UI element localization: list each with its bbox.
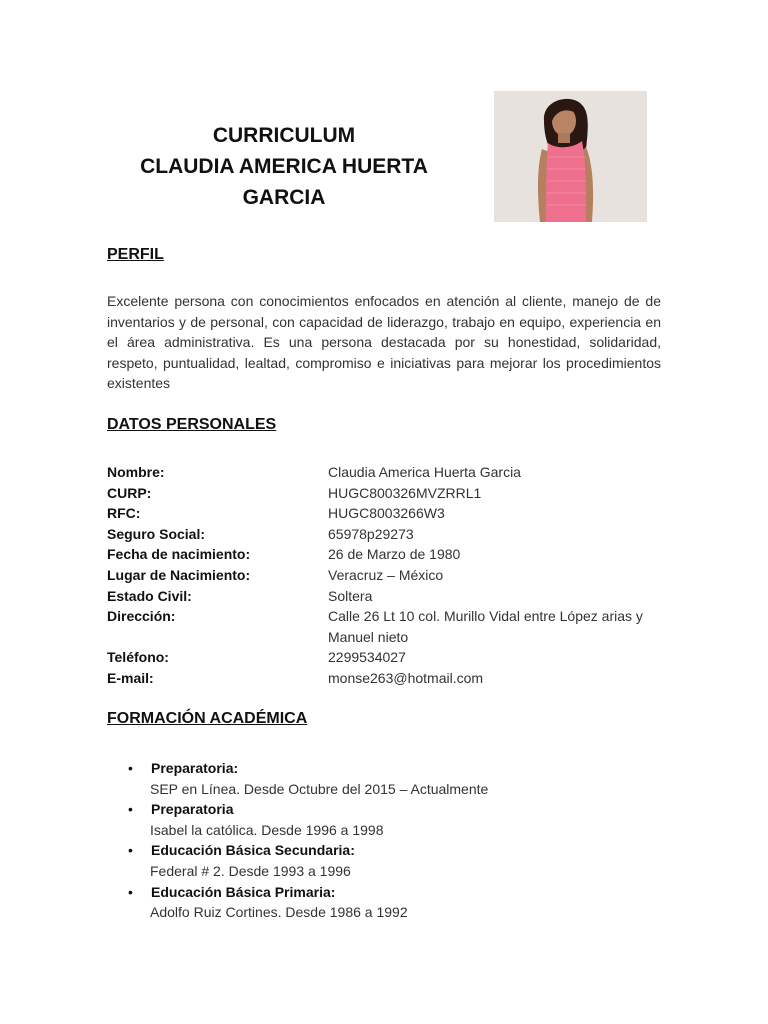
edu-title: Preparatoria: [151, 760, 239, 776]
datos-label: Dirección: [107, 608, 176, 625]
datos-label: E-mail: [107, 669, 154, 686]
datos-value: Calle 26 Lt 10 col. Murillo Vidal entre López arias y Manuel nieto [328, 608, 643, 645]
formacion-list [128, 758, 648, 923]
datos-personales-heading: DATOS PERSONALES [107, 416, 277, 433]
edu-title: Preparatoria [151, 801, 234, 818]
edu-detail: Isabel la católica. Desde 1996 a 1998 [150, 821, 384, 838]
datos-label: Teléfono: [107, 649, 169, 666]
candidate-name-line1: CLAUDIA AMERICA HUERTA [140, 155, 428, 178]
portrait-photo [494, 91, 647, 222]
document-title: CURRICULUM [212, 124, 356, 147]
datos-value: HUGC800326MVZRRL1 [328, 484, 482, 501]
email-value: monse263@hotmail.com [328, 669, 484, 686]
datos-label: Estado Civil: [107, 587, 192, 604]
bullet-icon: • [128, 842, 133, 859]
datos-label: Nombre: [107, 464, 165, 480]
datos-label: Seguro Social: [107, 525, 206, 542]
datos-row [107, 647, 667, 668]
datos-row [107, 524, 667, 545]
perfil-heading: PERFIL [107, 246, 164, 263]
datos-value: 65978p29273 [328, 525, 414, 542]
datos-row [107, 544, 667, 565]
datos-row [107, 483, 667, 504]
datos-value: HUGC8003266W3 [328, 505, 445, 522]
edu-title: Educación Básica Secundaria: [151, 842, 355, 859]
list-item [128, 840, 648, 881]
datos-row [107, 606, 667, 647]
candidate-name-line2: GARCIA [242, 186, 326, 209]
formacion-academica-heading: FORMACIÓN ACADÉMICA [107, 710, 308, 727]
edu-detail: Federal # 2. Desde 1993 a 1996 [150, 862, 351, 879]
datos-label: RFC: [107, 505, 141, 522]
bullet-icon: • [128, 760, 133, 776]
datos-row [107, 462, 667, 483]
edu-title: Educación Básica Primaria: [151, 883, 336, 900]
datos-label: Lugar de Nacimiento: [107, 566, 251, 583]
datos-row [107, 586, 667, 607]
datos-value: Veracruz – México [328, 566, 444, 583]
datos-row [107, 668, 667, 689]
datos-row [107, 565, 667, 586]
document-title-block [108, 120, 460, 213]
datos-value: Soltera [328, 587, 373, 604]
list-item [128, 758, 648, 799]
bullet-icon: • [128, 883, 133, 900]
edu-detail: SEP en Línea. Desde Octubre del 2015 – Actualmente [150, 780, 489, 797]
datos-label: Fecha de nacimiento: [107, 546, 251, 563]
list-item [128, 799, 648, 840]
datos-row [107, 503, 667, 524]
perfil-text: Excelente persona con conocimientos enfocados en atención al cliente, manejo de de inventarios y de personal, con capacidad de liderazgo, trabajo en equipo, experiencia en el área administrativa. Es una persona destacada por su honestidad, solidaridad, respeto, puntualidad, lealtad, compromiso e iniciativas para mejorar los procedimientos existentes [107, 293, 661, 391]
datos-label: CURP: [107, 484, 152, 501]
datos-value: Claudia America Huerta Garcia [328, 464, 521, 480]
list-item [128, 882, 648, 923]
edu-detail: Adolfo Ruiz Cortines. Desde 1986 a 1992 [150, 904, 408, 921]
datos-value: 26 de Marzo de 1980 [328, 546, 461, 563]
datos-value: 2299534027 [328, 649, 406, 666]
portrait-illustration [494, 91, 647, 222]
bullet-icon: • [128, 801, 133, 818]
datos-personales-table [107, 462, 667, 689]
